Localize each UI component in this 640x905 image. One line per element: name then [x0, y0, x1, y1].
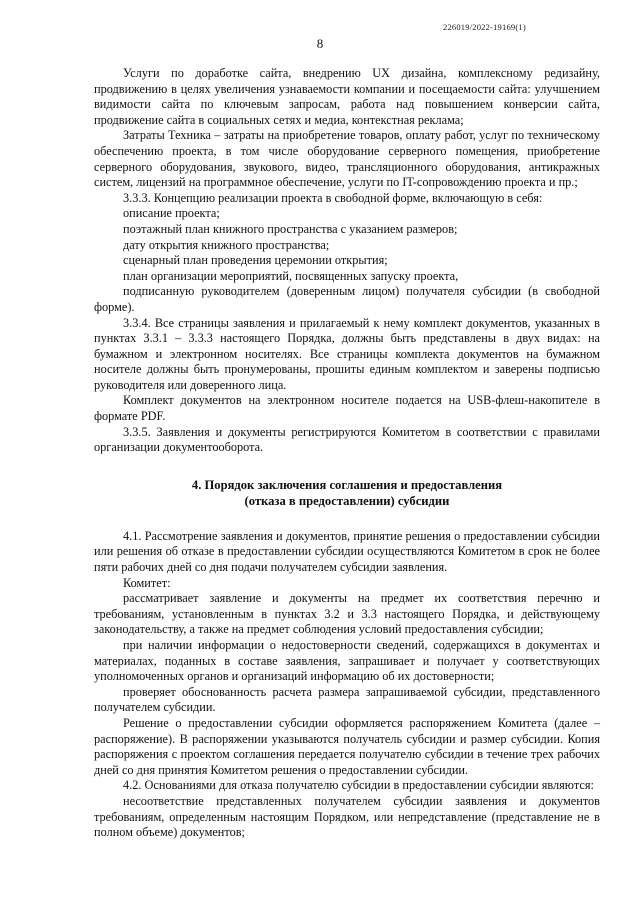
- list-item: дату открытия книжного пространства;: [123, 237, 330, 252]
- paragraph: 3.3.4. Все страницы заявления и прилагаемый к нему комплект документов, указанных в пунктах 3.3.1 – 3.3.3 настоящего Порядка, должны быть представлены в двух видах: на бумажном и электронном носителях. Все страницы комплекта документов на бумажном носителе должны быть пронумерованы, прошиты единым комплектом и заверены подписью руководителя или доверенного лица.: [94, 315, 600, 392]
- section-heading: [94, 477, 600, 509]
- list-item: поэтажный план книжного пространства с указанием размеров;: [123, 221, 458, 236]
- list-item: проверяет обоснованность расчета размера запрашиваемой субсидии, представленного получателем субсидии.: [94, 684, 600, 715]
- list-item: описание проекта;: [123, 206, 220, 221]
- list-item: подписанную руководителем (доверенным лицом) получателя субсидии (в свободной форме).: [94, 284, 600, 314]
- paragraph: Комплект документов на электронном носителе подается на USB-флеш-накопителе в формате PDF.: [94, 393, 600, 424]
- paragraph: 4.1. Рассмотрение заявления и документов, принятие решения о предоставлении субсидии или решения об отказе в предоставлении субсидии осуществляются Комитетом в срок не более пяти рабочих дней со дня подачи получателем субсидии заявления.: [94, 528, 600, 575]
- document-number: 226019/2022-19169(1): [443, 22, 526, 32]
- list-item: при наличии информации о недостоверности сведений, содержащихся в документах и материалах, поданных в составе заявления, запрашивает и получает у соответствующих уполномоченных органов и организаций информацию об их достоверности;: [94, 638, 600, 684]
- list-item: сценарный план проведения церемонии открытия;: [123, 253, 388, 268]
- paragraph: Затраты Техника – затраты на приобретение товаров, оплату работ, услуг по техническому обеспечению проекта, в том числе оборудование серверного помещения, приобретение серверного оборудования, звукового, видео, трансляционного оборудования, антикражных систем, лицензий на программное обеспечение, услуги по IT-сопровождению проекта и пр.;: [94, 128, 600, 190]
- paragraph: 4.2. Основаниями для отказа получателю субсидии в предоставлении субсидии являются:: [123, 778, 594, 793]
- section-heading-line: 4. Порядок заключения соглашения и предоставления: [191, 477, 503, 492]
- list-item: план организации мероприятий, посвященных запуску проекта,: [123, 268, 459, 283]
- paragraph: Решение о предоставлении субсидии оформляется распоряжением Комитета (далее – распоряжение). В распоряжении указываются получатель субсидии и размер субсидии. Копия распоряжения с проектом соглашения передается получателю субсидии в течение трех рабочих дней со дня принятия Комитетом решения о предоставлении субсидии.: [94, 715, 600, 777]
- paragraph: 3.3.3. Концепцию реализации проекта в свободной форме, включающую в себя:: [123, 190, 543, 205]
- paragraph: Комитет:: [123, 575, 171, 590]
- list-item: несоответствие представленных получателем субсидии заявления и документов требованиям, определенным настоящим Порядком, или непредставление (представление не в полном объеме) документов;: [94, 793, 600, 840]
- paragraph: 3.3.5. Заявления и документы регистрируются Комитетом в соответствии с правилами организации документооборота.: [94, 424, 600, 455]
- document-body: [94, 66, 600, 841]
- page-number: 8: [316, 36, 324, 51]
- list-item: рассматривает заявление и документы на предмет их соответствия перечню и требованиям, установленным в пунктах 3.2 и 3.3 настоящего Порядка, и действующему законодательству, а также на предмет соблюдения условий предоставления субсидии;: [94, 591, 600, 637]
- paragraph: Услуги по доработке сайта, внедрению UX дизайна, комплексному редизайну, продвижению в целях увеличения узнаваемости компании и посещаемости сайта: улучшением видимости сайта по ключевым запросам, работа над повышением конверсии сайта, продвижение сайта в социальных сетях и медиа, контекстная реклама;: [94, 66, 600, 127]
- section-heading-line: (отказа в предоставлении) субсидии: [244, 493, 450, 508]
